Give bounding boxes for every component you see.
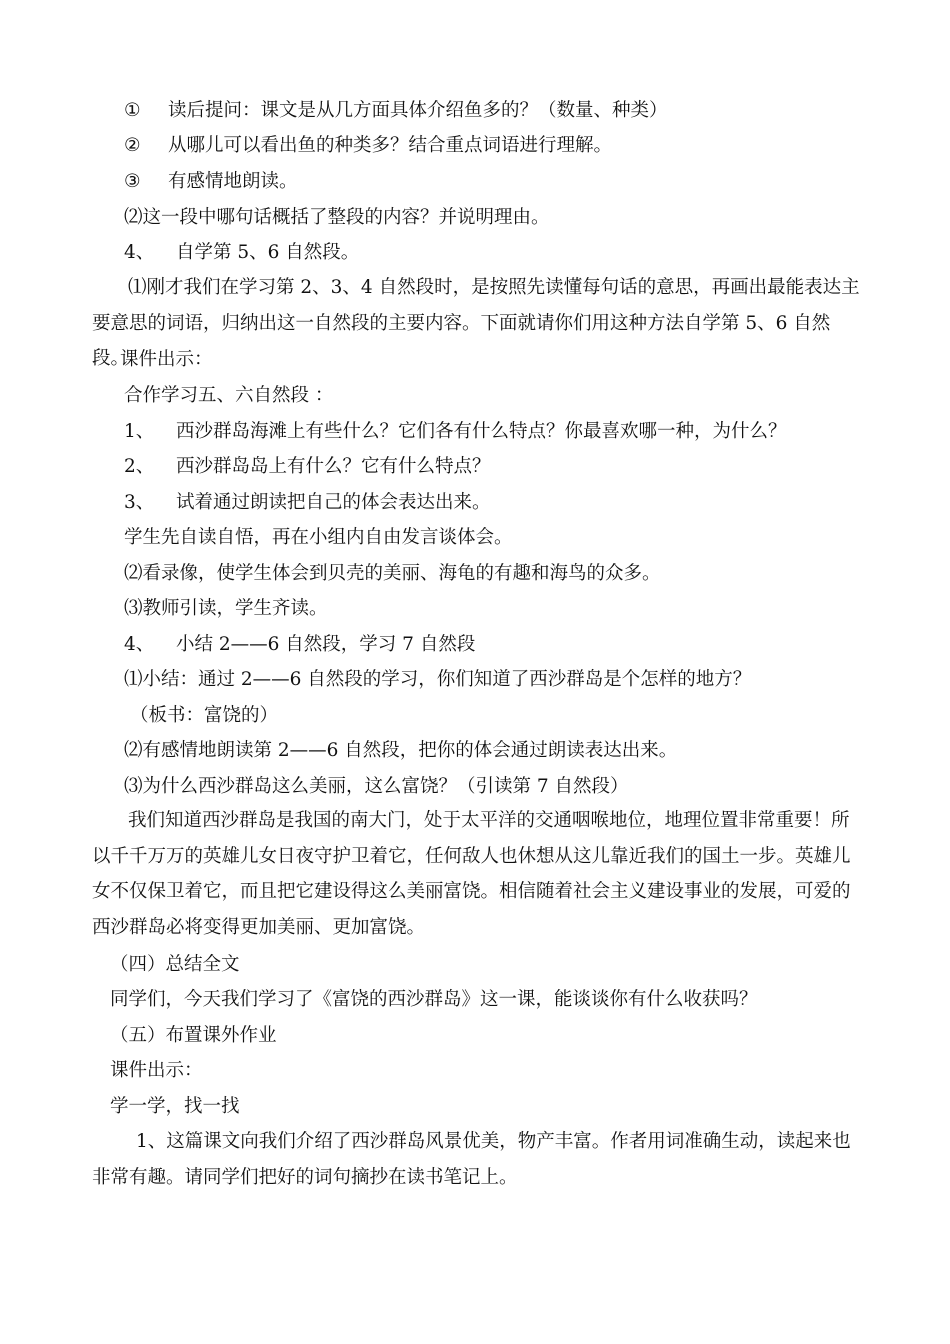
courseware-label-2: 课件出示： xyxy=(110,1060,203,1081)
courseware-label: 课件出示： xyxy=(120,349,213,370)
step-heading-summary xyxy=(124,632,475,658)
group-task-title: 合作学习五、六自然段 ： xyxy=(124,385,334,406)
sub-step-2-video: ⑵看录像，使学生体会到贝壳的美丽、海龟的有趣和海鸟的众多。 xyxy=(124,563,661,584)
item-marker: ② xyxy=(124,135,141,156)
sub-step-3-reading: ⑶教师引读，学生齐读。 xyxy=(124,598,328,619)
section-heading-four: （四）总结全文 xyxy=(110,954,240,975)
step-heading-4 xyxy=(124,240,359,266)
summary-question: ⑴小结：通过 2——6 自然段的学习，你们知道了西沙群岛是个怎样的地方？ xyxy=(124,669,752,690)
sub-question-2: ⑵这一段中哪句话概括了整段的内容？并说明理由。 xyxy=(124,207,550,228)
closing-question: 同学们，今天我们学习了《富饶的西沙群岛》这一课，能谈谈你有什么收获吗？ xyxy=(110,989,758,1010)
task-item-3 xyxy=(124,490,491,516)
task-item-2 xyxy=(124,454,491,480)
student-activity: 学生先自读自悟，再在小组内自由发言谈体会。 xyxy=(124,527,513,548)
task-marker: 3、 xyxy=(124,492,155,513)
task-text: 试着通过朗读把自己的体会表达出来。 xyxy=(176,492,491,513)
step-text: 自学第 5、6 自然段。 xyxy=(176,242,360,263)
paragraph-homework: 1、这篇课文向我们介绍了西沙群岛风景优美，物产丰富。作者用词准确生动，读起来也非常有趣。请同学们把好的词句摘抄在读书笔记上。 xyxy=(92,1131,851,1188)
step-marker: 4、 xyxy=(124,634,155,655)
sub-step-why: ⑶为什么西沙群岛这么美丽，这么富饶？（引读第 7 自然段） xyxy=(124,776,629,797)
numbered-item-1 xyxy=(124,98,668,124)
numbered-item-3 xyxy=(124,169,298,195)
item-marker: ① xyxy=(124,100,141,121)
item-text: 有感情地朗读。 xyxy=(168,171,298,192)
item-marker: ③ xyxy=(124,171,141,192)
step-marker: 4、 xyxy=(124,242,155,263)
activity-title: 学一学，找一找 xyxy=(110,1096,240,1117)
section-heading-five: （五）布置课外作业 xyxy=(110,1025,277,1046)
task-item-1 xyxy=(124,419,787,445)
task-marker: 2、 xyxy=(124,456,155,477)
task-marker: 1、 xyxy=(124,421,155,442)
step-text: 小结 2——6 自然段，学习 7 自然段 xyxy=(176,634,476,655)
item-text: 读后提问：课文是从几方面具体介绍鱼多的？（数量、种类） xyxy=(168,100,668,121)
task-text: 西沙群岛岛上有什么？它有什么特点？ xyxy=(176,456,491,477)
board-note: （板书：富饶的） xyxy=(130,705,279,726)
item-text: 从哪儿可以看出鱼的种类多？结合重点词语进行理解。 xyxy=(168,135,613,156)
task-text: 西沙群岛海滩上有些什么？它们各有什么特点？你最喜欢哪一种，为什么？ xyxy=(176,421,787,442)
paragraph-conclusion: 我们知道西沙群岛是我国的南大门，处于太平洋的交通咽喉地位，地理位置非常重要！所以千千万万的英雄儿女日夜守护卫着它，任何敌人也休想从这儿靠近我们的国土一步。英雄儿女不仅保卫着它，而且把它建设得这么美丽富饶。相信随着社会主义建设事业的发展，可爱的西沙群岛必将变得更加美丽、更加富饶。 xyxy=(92,810,851,938)
sub-step-read-aloud: ⑵有感情地朗读第 2——6 自然段，把你的体会通过朗读表达出来。 xyxy=(124,740,678,761)
paragraph-method: ⑴刚才我们在学习第 2、3、4 自然段时，是按照先读懂每句话的意思，再画出最能表达主要意思的词语，归纳出这一自然段的主要内容。下面就请你们用这种方法自学第 5、6 自然段。 xyxy=(92,277,860,369)
numbered-item-2 xyxy=(124,133,612,159)
